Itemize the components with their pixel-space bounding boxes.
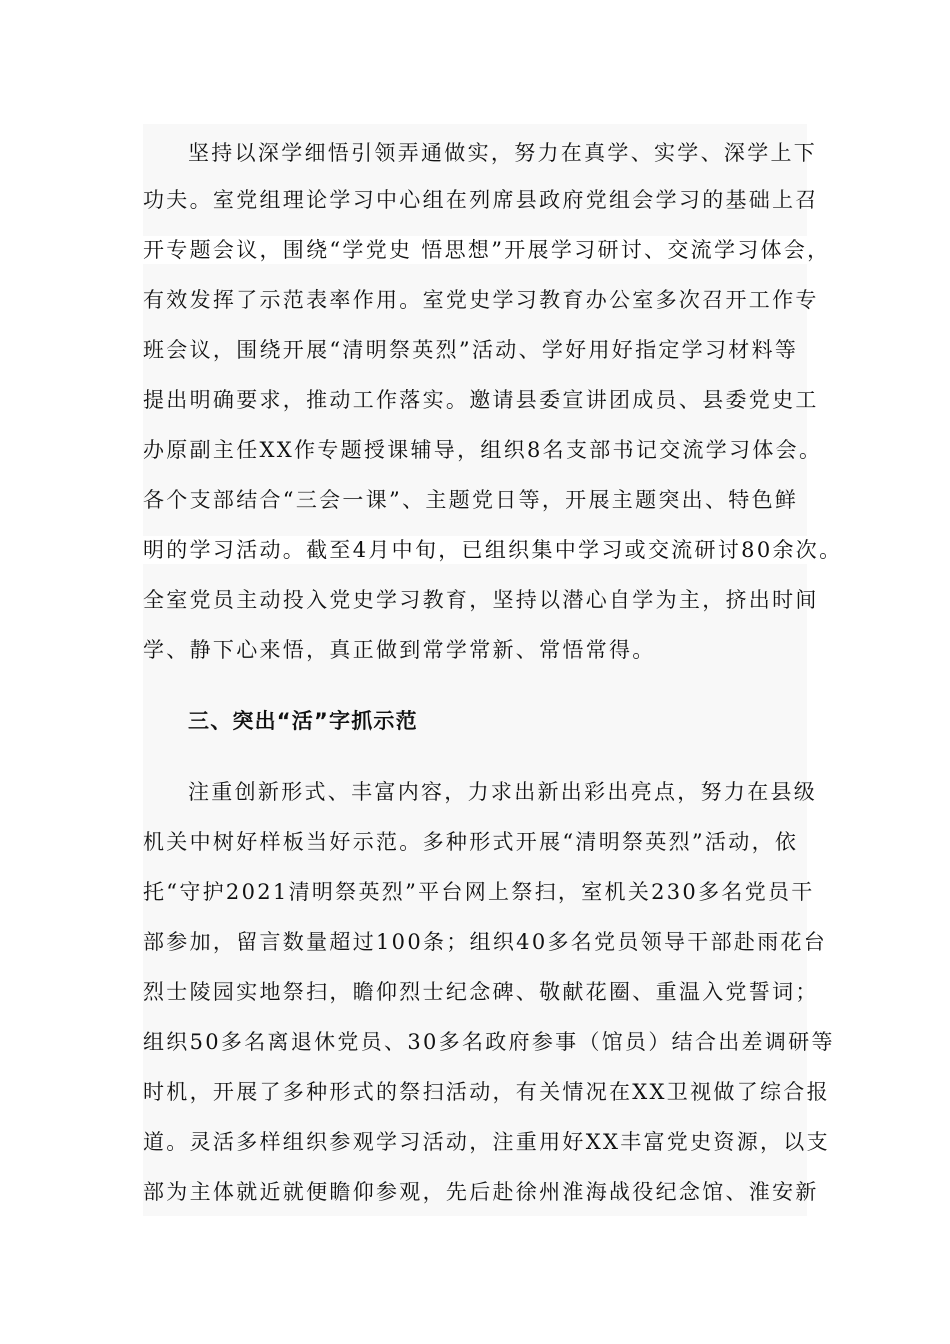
paragraph-line: 学、静下心来悟，真正做到常学常新、常悟常得。 [143,638,656,662]
paragraph-line: 办原副主任XX作专题授课辅导，组织8名支部书记交流学习体会。 [143,438,823,462]
paragraph-line: 全室党员主动投入党史学习教育，坚持以潜心自学为主，挤出时间 [143,588,819,612]
paragraph-line: 机关中树好样板当好示范。多种形式开展“清明祭英烈”活动，依 [143,830,799,854]
paragraph-line: 开专题会议，围绕“学党史 悟思想”开展学习研讨、交流学习体会， [143,236,842,264]
paragraph-line: 部参加，留言数量超过100条；组织40多名党员领导干部赴雨花台 [143,930,828,954]
paragraph-line: 烈士陵园实地祭扫，瞻仰烈士纪念碑、敬献花圈、重温入党誓词； [143,980,819,1004]
paragraph-line: 组织50多名离退休党员、30多名政府参事（馆员）结合出差调研等 [143,1030,835,1054]
paragraph-line: 明的学习活动。截至4月中旬，已组织集中学习或交流研讨80余次。 [143,536,854,564]
paragraph-line: 功夫。室党组理论学习中心组在列席县政府党组会学习的基础上召 [143,188,819,212]
paragraph-line: 部为主体就近就便瞻仰参观，先后赴徐州淮海战役纪念馆、淮安新 [143,1180,819,1204]
paragraph-line: 坚持以深学细悟引领弄通做实，努力在真学、实学、深学上下 [188,141,818,165]
paragraph-line: 托“守护2021清明祭英烈”平台网上祭扫，室机关230多名党员干 [143,880,815,904]
paragraph-line: 班会议，围绕开展“清明祭英烈”活动、学好用好指定学习材料等 [143,338,799,362]
paragraph-line: 各个支部结合“三会一课”、主题党日等，开展主题突出、特色鲜 [143,488,799,512]
paragraph-line: 有效发挥了示范表率作用。室党史学习教育办公室多次召开工作专 [143,288,819,312]
section-heading: 三、突出“活”字抓示范 [188,709,418,733]
paragraph-line: 时机，开展了多种形式的祭扫活动，有关情况在XX卫视做了综合报 [143,1080,830,1104]
paragraph-line: 道。灵活多样组织参观学习活动，注重用好XX丰富党史资源，以支 [143,1130,830,1154]
paragraph-line: 提出明确要求，推动工作落实。邀请县委宣讲团成员、县委党史工 [143,388,819,412]
paragraph-line: 注重创新形式、丰富内容，力求出新出彩出亮点，努力在县级 [188,780,818,804]
